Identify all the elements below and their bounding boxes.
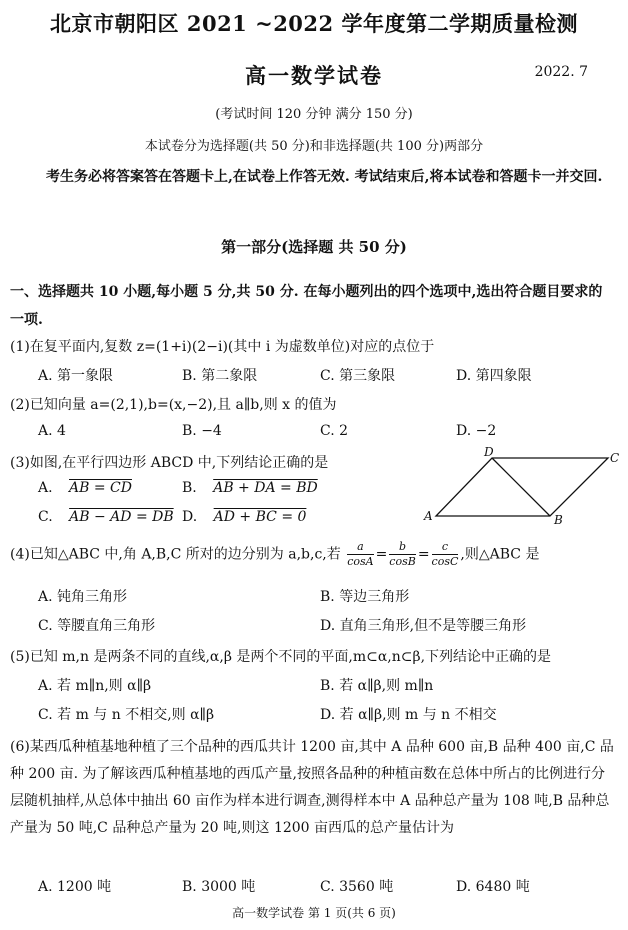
vertex-label-c: C: [610, 451, 620, 465]
q4-frac-b-num: b: [389, 540, 416, 555]
q3-option-a-label: A.: [38, 480, 53, 496]
q1-option-c: C. 第三象限: [320, 368, 396, 384]
q1-option-b: B. 第二象限: [182, 368, 258, 384]
page-footer: 高一数学试卷 第 1 页(共 6 页): [232, 906, 396, 920]
q5-stem: (5)已知 m,n 是两条不同的直线,α,β 是两个不同的平面,m⊂α,n⊂β,下列结论中正确的是: [10, 649, 552, 665]
q3-option-b: [182, 480, 318, 496]
q4-fraction-b: [389, 540, 416, 569]
q1-option-a: A. 第一象限: [38, 368, 114, 384]
q2-option-c: C. 2: [320, 423, 349, 439]
q4-stem: (4)已知△ABC 中,角 A,B,C 所对的边分别为 a,b,c,若 $\frac{a}{\cos A}$ = $\frac{b}{\cos B}$ = $\frac{c}{\cos C}$ ,则△ABC 是: [10, 540, 540, 568]
q2-option-a: A. 4: [38, 423, 66, 439]
q1-stem: (1)在复平面内,复数 z=(1+i)(2−i)(其中 i 为虚数单位)对应的点位于: [10, 339, 435, 355]
q4-option-c: C. 等腰直角三角形: [38, 618, 156, 634]
vertex-label-a: A: [424, 509, 433, 523]
q3-option-c-label: C.: [38, 509, 53, 525]
diagonal-bd: [492, 458, 550, 516]
q3-option-d-expr: AD + BC = 0: [213, 509, 307, 525]
q4-stem-post: ,则△ABC 是: [460, 546, 540, 563]
exam-notice: 考生务必将答案答在答题卡上,在试卷上作答无效. 考试结束后,将本试卷和答题卡一并交回.: [46, 169, 603, 185]
q4-option-d: D. 直角三角形,但不是等腰三角形: [320, 618, 527, 634]
q5-option-c: C. 若 m 与 n 不相交,则 α∥β: [38, 707, 215, 723]
q3-stem: (3)如图,在平行四边形 ABCD 中,下列结论正确的是: [10, 455, 329, 471]
vertex-label-b: B: [554, 513, 563, 527]
exam-info: (考试时间 120 分钟 满分 150 分): [215, 107, 413, 122]
q3-option-a-expr: AB = CD: [69, 480, 132, 496]
parallelogram-outline: [436, 458, 608, 516]
parallelogram-figure: [420, 446, 620, 528]
q6-option-a: A. 1200 吨: [38, 879, 112, 895]
q2-option-d: D. −2: [456, 423, 497, 439]
section-intro: 一、选择题共 10 小题,每小题 5 分,共 50 分. 在每小题列出的四个选项中,选出符合题目要求的一项.: [10, 284, 603, 328]
q6-stem: (6)某西瓜种植基地种植了三个品种的西瓜共计 1200 亩,其中 A 品种 600 亩,B 品种 400 亩,C 品种 200 亩. 为了解该西瓜种植基地的西瓜产量,按照各品种的种植亩数在总体中所占的比例进行分层随机抽样,从总体中抽出 60 亩作为样本进行调查,测得样本中 A 品种总产量为 108 吨,B 品种总产量为 50 吨,C 品种总产量为 20 吨,则这 1200 亩西瓜的总产量估计为: [10, 739, 614, 836]
q3-option-b-label: B.: [182, 480, 197, 496]
vertex-label-d: D: [484, 446, 494, 459]
q4-fraction-a: [347, 540, 373, 569]
q3-option-d-label: D.: [182, 509, 198, 525]
paper-subtitle: 高一数学试卷: [245, 63, 383, 88]
q3-option-d: [182, 509, 306, 525]
q4-option-b: B. 等边三角形: [320, 589, 410, 605]
q4-fraction-c: [432, 540, 459, 569]
q1-option-d: D. 第四象限: [456, 368, 532, 384]
q6-option-c: C. 3560 吨: [320, 879, 394, 895]
q4-stem-pre: (4)已知△ABC 中,角 A,B,C 所对的边分别为 a,b,c,若: [10, 546, 341, 563]
part1-title: 第一部分(选择题 共 50 分): [221, 238, 407, 256]
q4-frac-c-den: cosC: [431, 555, 459, 568]
q2-stem: (2)已知向量 a=(2,1),b=(x,−2),且 a∥b,则 x 的值为: [10, 397, 337, 413]
q3-option-c-expr: AB − AD = DB: [69, 509, 174, 525]
q5-option-a: A. 若 m∥n,则 α∥β: [38, 678, 152, 694]
q3-option-a: [38, 480, 132, 496]
exam-structure: 本试卷分为选择题(共 50 分)和非选择题(共 100 分)两部分: [144, 139, 484, 154]
exam-title: 北京市朝阳区 2021 ~2022 学年度第二学期质量检测: [50, 11, 578, 36]
q5-option-d: D. 若 α∥β,则 m 与 n 不相交: [320, 707, 497, 723]
q4-frac-a-den: cosA: [347, 555, 374, 568]
q4-frac-c-num: c: [432, 540, 459, 555]
exam-date: 2022. 7: [534, 64, 588, 80]
q2-option-b: B. −4: [182, 423, 222, 439]
q5-option-b: B. 若 α∥β,则 m∥n: [320, 678, 434, 694]
q4-option-a: A. 钝角三角形: [38, 589, 128, 605]
q4-frac-a-num: a: [347, 540, 373, 555]
q6-option-d: D. 6480 吨: [456, 879, 530, 895]
q3-option-c: [38, 509, 174, 525]
q6-option-b: B. 3000 吨: [182, 879, 256, 895]
q3-option-b-expr: AB + DA = BD: [213, 480, 318, 496]
q4-frac-b-den: cosB: [389, 555, 416, 568]
